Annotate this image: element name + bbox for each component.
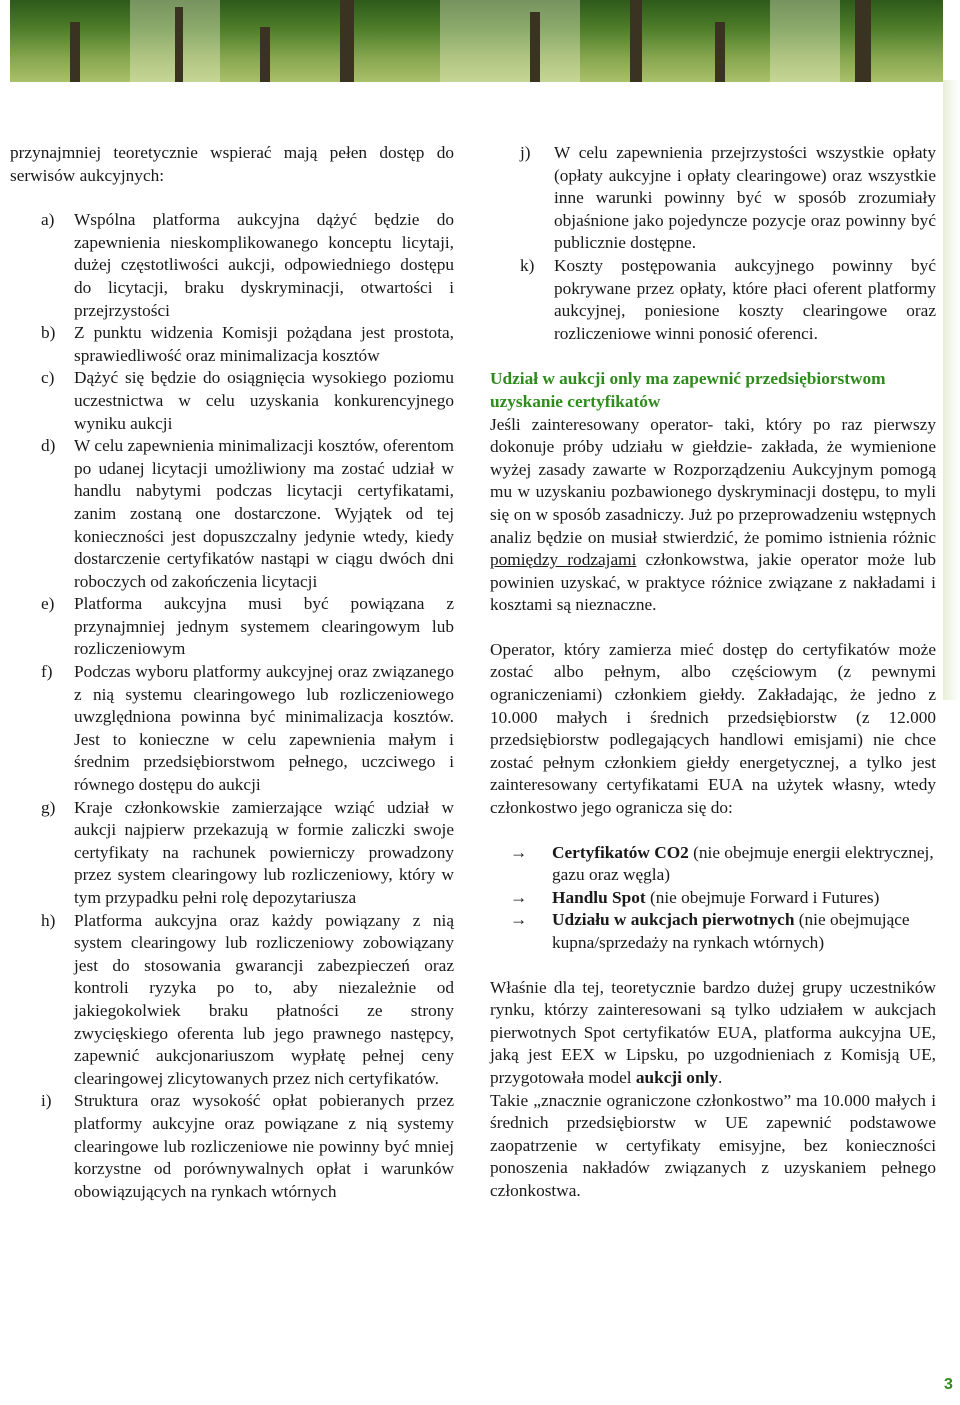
list-item-text: Struktura oraz wysokość opłat pobieranych przez platformy aukcyjne oraz powiązane z nią systemy clearingowe lub rozliczeniowe nie powinny być mniej korzystne od porównywalnych opłat i warunków obowiązujących na rynkach wtórnych	[74, 1091, 454, 1201]
page-number: 3	[944, 1376, 953, 1393]
list-item	[10, 797, 454, 910]
bullet-item	[490, 842, 936, 887]
list-item-text: Wspólna platforma aukcyjna dążyć będzie do zapewnienia nieskomplikowanego konceptu licytaji, dużej częstotliwości aukcji, odpowiedniego dostępu do licytacji, braku dyskryminacji, otwartości i przejrzystości	[74, 210, 454, 320]
membership-bullet-list	[490, 842, 936, 955]
list-item	[10, 435, 454, 593]
list-item-label: c)	[41, 368, 55, 388]
requirements-list-continued	[490, 142, 936, 345]
list-item-label: k)	[520, 255, 535, 275]
bullet-item	[490, 909, 936, 954]
paragraph-3: Właśnie dla tej, teoretycznie bardzo dużej grupy uczestników rynku, którzy zainteresowani są tylko udziałem w aukcjach pierwotnych Spot certyfikatów EUA, platforma aukcyjna UE, jaką jest EEX w Lipsku, po uzgodnieniach z Komisją UE, przygotowała model aukcji only.	[490, 977, 936, 1087]
arrow-right-icon: →	[510, 842, 528, 862]
list-item-text: Podczas wyboru platformy aukcyjnej oraz związanego z nią systemu clearingowego lub rozliczeniowego uwzględniona powinna być minimalizacja kosztów. Jest to konieczne w celu zapewnienia małym i średnim przedsiębiorstwom pełnego, uczciwego i równego dostępu do aukcji	[74, 662, 454, 795]
bullet-text: Udziału w aukcjach pierwotnych (nie obejmujące kupna/sprzedaży na rynkach wtórnych)	[552, 910, 910, 952]
list-item-label: f)	[41, 662, 53, 682]
bullet-text: Certyfikatów CO2 (nie obejmuje energii elektrycznej, gazu oraz węgla)	[552, 842, 934, 885]
section-heading: Udział w aukcji only ma zapewnić przedsiębiorstwom uzyskanie certyfikatów	[490, 369, 886, 411]
list-item-label: g)	[41, 797, 56, 817]
list-item-label: a)	[41, 210, 55, 230]
list-item-label: i)	[41, 1091, 52, 1111]
bullet-text: Handlu Spot (nie obejmuje Forward i Futures)	[552, 887, 880, 907]
list-item-text: Z punktu widzenia Komisji pożądana jest prostota, sprawiedliwość oraz minimalizacja kosztów	[74, 323, 454, 365]
right-column	[490, 142, 936, 1203]
list-item	[10, 322, 454, 367]
arrow-right-icon: →	[510, 910, 528, 930]
paragraph-1: Jeśli zainteresowany operator- taki, który po raz pierwszy dokonuje próby udziału w giełdzie- zakłada, że wymienione wyżej zasady zawarte w Rozporządzeniu Aukcyjnym pomogą mu w uzyskaniu pozbawionego dyskryminacji dostępu, to myli się on w sposób zasadniczy. Już po przeprowadzeniu wstępnych analiz będzie on musiał stwierdzić, że pomimo istnienia różnic pomiędzy rodzajami członkowstwa, jakie operator może lub powinien uzyskać, w praktyce różnice związane z nakładami i kosztami są nieznaczne.	[490, 414, 936, 615]
list-item-label: d)	[41, 436, 56, 456]
list-item-text: Koszty postępowania aukcyjnego powinny być pokrywane przez opłaty, które płaci oferent platformy aukcyjnej, poniesione koszty clearingowe oraz rozliczeniowe winni ponosić oferenci.	[554, 255, 936, 343]
left-column	[10, 142, 454, 1203]
list-item	[10, 661, 454, 797]
list-item-text: W celu zapewnienia minimalizacji kosztów, oferentom po udanej licytacji umożliwiony ma zostać udział w handlu nabytymi podczas licytacji certyfikatami, zanim zostaną one dostarczone. Wyjątek od tej konieczności jest dopuszczalny jedynie wtedy, kiedy dostarczenie certyfikatów nastąpi w ciągu dwóch dni roboczych od zakończenia licytacji	[74, 436, 454, 591]
paragraph-2: Operator, który zamierza mieć dostęp do certyfikatów może zostać albo pełnym, albo częściowym (z pewnymi ograniczeniami) członkiem giełdy. Zakładając, że jedno z 10.000 małych i średnich przedsiębiorstw (z 12.000 przedsiębiorstw podlegających handlowi emisjami) nie chce zostać pełnym członkiem giełdy energetycznej, a tylko jest zainteresowany certyfikatami EUA na użytek własny, wtedy członkostwo jego ogranicza się do:	[490, 639, 936, 818]
arrow-right-icon: →	[510, 887, 528, 907]
list-item	[10, 367, 454, 435]
list-item-label: e)	[41, 594, 55, 614]
list-item-text: Kraje członkowskie zamierzające wziąć udział w aukcji najpierw przekazują w formie zaliczki swoje certyfikaty na rachunek powierniczy prowadzony przez system clearingowy lub rozliczeniowy, który w tym przypadku pełni rolę depozytariusza	[74, 797, 454, 907]
list-item-text: Platforma aukcyjna oraz każdy powiązany z nią system clearingowy lub rozliczeniowy zobowiązany jest do stosowania gwarancji zabezpieczeń oraz kontroli ryzyka po to, aby niezależnie od jakiegokolwiek braku płatności ze strony zwycięskiego oferenta lub jego prawnego następcy, zapewnić aukcjonariuszom wypłatę pełnej ceny clearingowej zlicytowanych przez nich certyfikatów.	[74, 910, 454, 1088]
list-item	[10, 910, 454, 1091]
list-item-text: Dążyć się będzie do osiągnięcia wysokiego poziomu uczestnictwa w celu uzyskania konkurencyjnego wyniku aukcji	[74, 368, 454, 433]
intro-text: przynajmniej teoretycznie wspierać mają pełen dostęp do serwisów aukcyjnych:	[10, 143, 454, 185]
paragraph-4: Takie „znacznie ograniczone członkostwo” ma 10.000 małych i średnich przedsiębiorstw w UE zapewnić podstawowe zaopatrzenie w certyfikaty emisyjne, bez konieczności ponoszenia nakładów związanych z uzyskaniem pełnego członkostwa.	[490, 1090, 936, 1200]
list-item	[490, 255, 936, 345]
list-item	[10, 593, 454, 661]
list-item-label: b)	[41, 323, 56, 343]
requirements-list	[10, 209, 454, 1203]
list-item	[10, 209, 454, 322]
list-item-label: h)	[41, 910, 56, 930]
forest-header-image	[10, 0, 943, 82]
list-item-text: W celu zapewnienia przejrzystości wszystkie opłaty (opłaty aukcyjne i opłaty clearingowe) oraz wszystkie inne warunki powinny być w sposób zrozumiały objaśnione jako pojedyncze pozycje oraz powinny być publicznie dostępne.	[554, 143, 936, 253]
list-item-text: Platforma aukcyjna musi być powiązana z przynajmniej jednym systemem clearingowym lub rozliczeniowym	[74, 594, 454, 659]
list-item	[10, 1090, 454, 1203]
bullet-item	[490, 887, 936, 910]
list-item-label: j)	[520, 143, 531, 162]
decorative-fade	[943, 80, 960, 700]
list-item	[490, 142, 936, 255]
